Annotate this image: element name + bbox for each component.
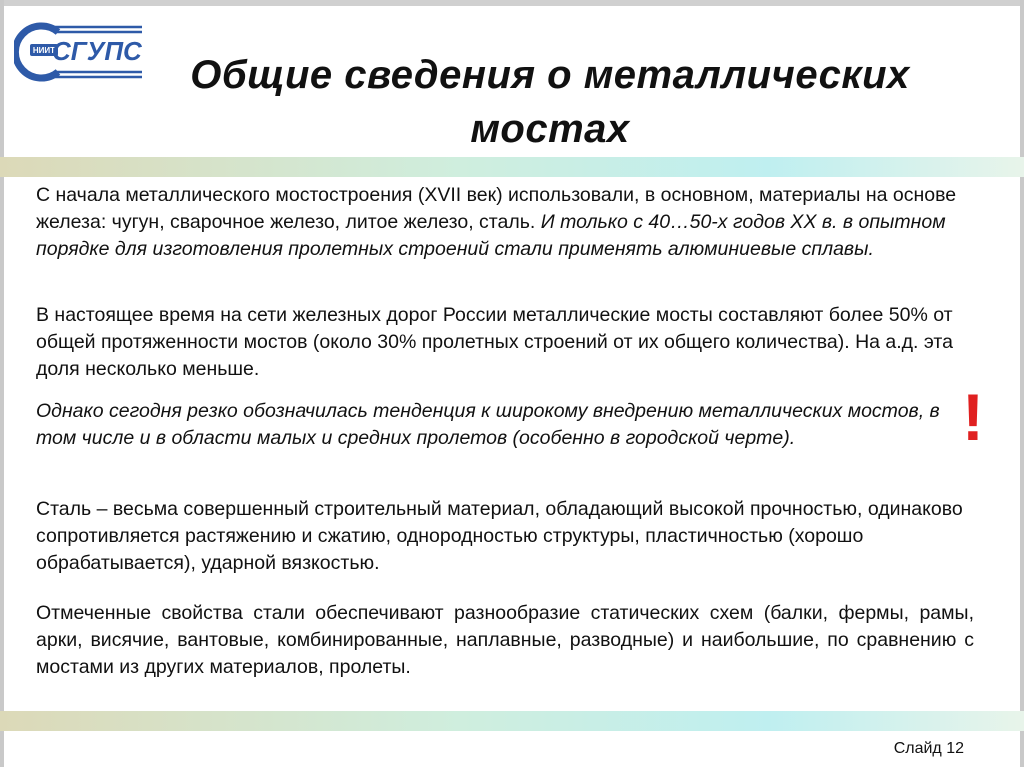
slide-frame-right [1020, 0, 1024, 767]
slide-title-line2: мостах [470, 107, 630, 151]
slide-frame-left [0, 0, 4, 767]
paragraph-trend: Однако сегодня резко обозначилась тенденция к широкому внедрению металлических мостов, в том числе и в области малых и средних пролетов (особенно в городской черте). [36, 400, 940, 449]
footer-divider-band [0, 711, 1024, 731]
slide-title-line1: Общие сведения о металлических [190, 53, 910, 97]
exclamation-mark: ! [962, 380, 984, 454]
header-divider-band [0, 157, 1024, 177]
logo-badge-text: НИИТ [32, 46, 56, 55]
slide-title [170, 48, 930, 156]
paragraph-structural-schemes: Отмеченные свойства стали обеспечивают разнообразие статических схем (балки, фермы, рамы, арки, висячие, вантовые, комбинированные, наплавные, разводные) и наибольшие, по сравнению с мостами из других материалов, пролеты. [36, 602, 974, 678]
slide-frame-top [0, 0, 1024, 6]
paragraph-share: В настоящее время на сети железных дорог России металлические мосты составляют более 50% от общей протяженности мостов (около 30% пролетных строений от их общего количества). На а.д. эта доля несколько меньше. [36, 304, 953, 380]
paragraph-history-italic: И только с 40…50-х годов XX в. в опытном порядке для изготовления пролетных строений стали применять алюминиевые сплавы. [36, 211, 946, 260]
paragraph-history-plain: С начала металлического мостостроения (XVII век) использовали, в основном, материалы на основе железа: чугун, сварочное железо, литое железо, сталь. [36, 184, 957, 233]
paragraph-history [36, 182, 974, 263]
slide-number: Слайд 12 [893, 740, 964, 757]
paragraph-steel-properties: Сталь – весьма совершенный строительный материал, обладающий высокой прочностью, одинаково сопротивляется растяжению и сжатию, однородностью структуры, пластичностью (хорошо обрабатывается), ударной вязкостью. [36, 498, 963, 574]
university-logo [14, 18, 146, 84]
logo-text: СГУПС [52, 36, 142, 66]
